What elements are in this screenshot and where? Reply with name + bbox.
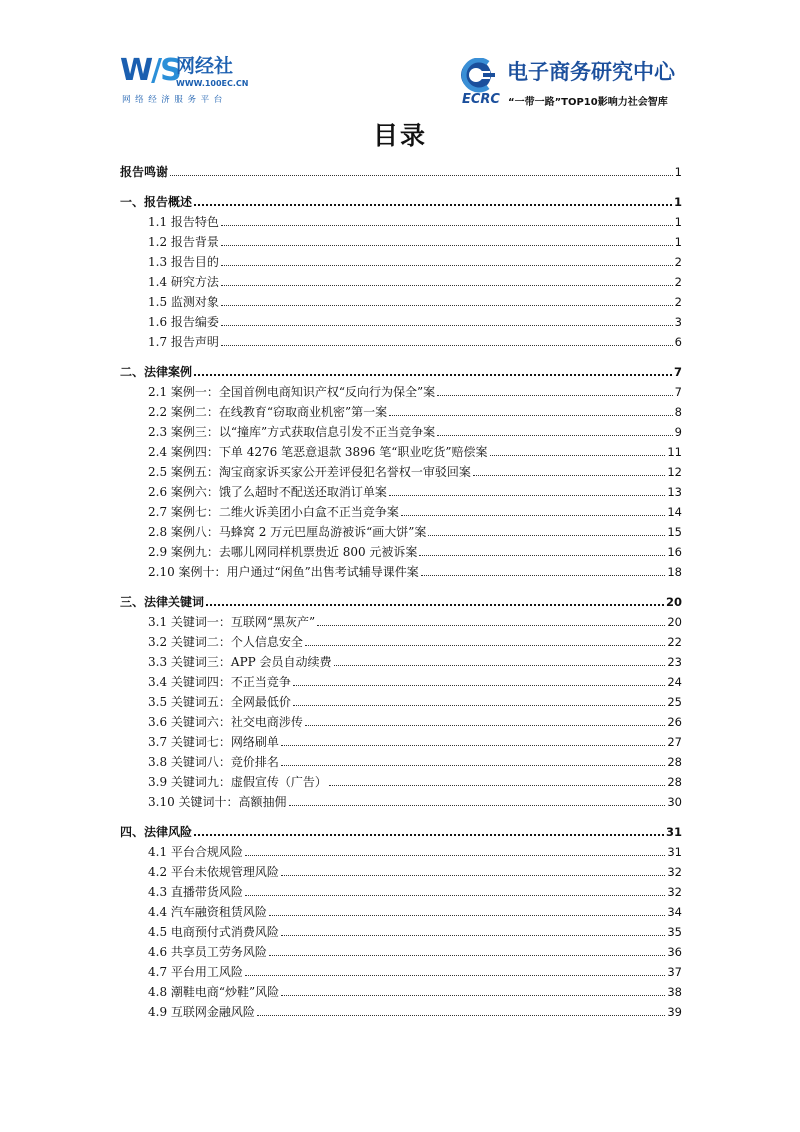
toc-dot-leader xyxy=(221,344,673,346)
toc-entry-page-number: 39 xyxy=(667,1005,682,1019)
toc-dot-leader xyxy=(293,704,665,706)
toc-entry-page-number: 38 xyxy=(667,985,682,999)
toc-section-entry[interactable] xyxy=(120,290,682,310)
toc-section-entry[interactable] xyxy=(120,770,682,790)
toc-entry-page-number: 34 xyxy=(667,905,682,919)
toc-entry-page-number: 3 xyxy=(674,315,682,329)
toc-dot-leader xyxy=(281,994,665,996)
toc-entry-page-number: 2 xyxy=(674,255,682,269)
toc-dot-leader xyxy=(245,854,665,856)
toc-section-entry[interactable] xyxy=(120,480,682,500)
ws-logo-name: 网经社 xyxy=(176,55,234,77)
toc-entry-label: 4.8 潮鞋电商“炒鞋”风险 xyxy=(148,985,280,999)
toc-dot-leader xyxy=(293,684,665,686)
toc-dot-leader xyxy=(281,744,665,746)
toc-entry-page-number: 23 xyxy=(667,655,682,669)
ws-logo-mark: W/S xyxy=(120,53,180,88)
toc-entry-label: 2.7 案例七：二维火诉美团小白盒不正当竞争案 xyxy=(148,505,399,519)
toc-entry-page-number: 20 xyxy=(665,595,682,609)
toc-dot-leader xyxy=(490,454,666,456)
toc-dot-leader xyxy=(281,874,665,876)
toc-section-entry[interactable] xyxy=(120,900,682,920)
toc-entry-label: 3.8 关键词八：竞价排名 xyxy=(148,755,279,769)
toc-entry-label: 三、法律关键词 xyxy=(120,595,205,609)
toc-entry-label: 2.10 案例十：用户通过“闲鱼”出售考试辅导课件案 xyxy=(148,565,419,579)
toc-section-entry[interactable] xyxy=(120,860,682,880)
toc-dot-leader xyxy=(194,373,672,376)
toc-section-entry[interactable] xyxy=(120,610,682,630)
toc-dot-leader xyxy=(194,203,672,206)
toc-dot-leader xyxy=(221,224,673,226)
toc-section-entry[interactable] xyxy=(120,540,682,560)
toc-section-entry[interactable] xyxy=(120,500,682,520)
toc-entry-label: 2.3 案例三：以“撞库”方式获取信息引发不正当竞争案 xyxy=(148,425,436,439)
toc-section-entry[interactable] xyxy=(120,710,682,730)
toc-entry-page-number: 14 xyxy=(667,505,682,519)
toc-section-entry[interactable] xyxy=(120,210,682,230)
toc-section-entry[interactable] xyxy=(120,250,682,270)
toc-dot-leader xyxy=(221,244,673,246)
toc-dot-leader xyxy=(428,534,665,536)
page-title: 目录 xyxy=(372,121,427,150)
toc-chapter-entry[interactable] xyxy=(120,590,682,610)
toc-entry-label: 3.7 关键词七：网络刷单 xyxy=(148,735,279,749)
toc-dot-leader xyxy=(317,624,665,626)
toc-dot-leader xyxy=(245,894,665,896)
toc-entry-page-number: 31 xyxy=(667,845,682,859)
toc-section-entry[interactable] xyxy=(120,560,682,580)
toc-entry-page-number: 25 xyxy=(667,695,682,709)
toc-section-entry[interactable] xyxy=(120,980,682,1000)
toc-dot-leader xyxy=(221,264,673,266)
toc-entry-page-number: 37 xyxy=(667,965,682,979)
toc-chapter-entry[interactable] xyxy=(120,820,682,840)
ecrc-logo-tagline: “一带一路”TOP10影响力社会智库 xyxy=(508,97,668,108)
toc-entry-label: 2.8 案例八：马蜂窝 2 万元巴厘岛游被诉“画大饼”案 xyxy=(148,525,427,539)
toc-section-entry[interactable] xyxy=(120,520,682,540)
toc-entry-label: 3.10 关键词十：高额抽佣 xyxy=(148,795,287,809)
toc-entry-label: 3.2 关键词二：个人信息安全 xyxy=(148,635,303,649)
toc-entry-page-number: 11 xyxy=(667,445,682,459)
toc-entry-page-number: 2 xyxy=(674,275,682,289)
toc-entry-page-number: 7 xyxy=(673,365,682,379)
toc-dot-leader xyxy=(305,724,665,726)
toc-section-entry[interactable] xyxy=(120,790,682,810)
toc-section-entry[interactable] xyxy=(120,650,682,670)
toc-entry-page-number: 31 xyxy=(665,825,682,839)
toc-entry-page-number: 1 xyxy=(674,165,682,179)
toc-entry-page-number: 9 xyxy=(674,425,682,439)
toc-section-entry[interactable] xyxy=(120,730,682,750)
toc-dot-leader xyxy=(389,494,665,496)
toc-dot-leader xyxy=(421,574,666,576)
toc-entry-page-number: 36 xyxy=(667,945,682,959)
ecrc-logo xyxy=(460,58,710,110)
toc-section-entry[interactable] xyxy=(120,460,682,480)
toc-entry-label: 4.3 直播带货风险 xyxy=(148,885,243,899)
toc-entry-label: 3.4 关键词四：不正当竞争 xyxy=(148,675,291,689)
toc-dot-leader xyxy=(289,804,666,806)
toc-entry-page-number: 16 xyxy=(667,545,682,559)
toc-section-entry[interactable] xyxy=(120,880,682,900)
toc-entry-page-number: 6 xyxy=(674,335,682,349)
toc-dot-leader xyxy=(473,474,665,476)
toc-section-entry[interactable] xyxy=(120,940,682,960)
toc-entry-label: 2.2 案例二：在线教育“窃取商业机密”第一案 xyxy=(148,405,388,419)
toc-chapter-entry[interactable] xyxy=(120,190,682,210)
toc-entry-page-number: 30 xyxy=(667,795,682,809)
toc-dot-leader xyxy=(206,603,664,606)
toc-dot-leader xyxy=(221,284,673,286)
toc-entry-page-number: 8 xyxy=(674,405,682,419)
toc-dot-leader xyxy=(245,974,665,976)
toc-entry-page-number: 7 xyxy=(674,385,682,399)
toc-section-entry[interactable] xyxy=(120,1000,682,1020)
toc-section-entry[interactable] xyxy=(120,960,682,980)
toc-section-entry[interactable] xyxy=(120,840,682,860)
toc-entry-label: 3.9 关键词九：虚假宣传（广告） xyxy=(148,775,327,789)
toc-entry-label: 1.7 报告声明 xyxy=(148,335,219,349)
toc-section-entry[interactable] xyxy=(120,420,682,440)
toc-entry-page-number: 32 xyxy=(667,865,682,879)
toc-dot-leader xyxy=(194,833,664,836)
toc-section-entry[interactable] xyxy=(120,230,682,250)
toc-entry-label: 2.1 案例一：全国首例电商知识产权“反向行为保全”案 xyxy=(148,385,436,399)
toc-chapter-entry[interactable] xyxy=(120,360,682,380)
toc-section-entry[interactable] xyxy=(120,750,682,770)
ws-logo-tagline: 网络经济服务平台 xyxy=(122,95,227,105)
toc-entry-label: 4.6 共享员工劳务风险 xyxy=(148,945,267,959)
toc-section-entry[interactable] xyxy=(120,400,682,420)
toc-dot-leader xyxy=(334,664,666,666)
ecrc-logo-acronym: ECRC xyxy=(462,92,500,107)
toc-entry-label: 4.4 汽车融资租赁风险 xyxy=(148,905,267,919)
toc-entry-label: 四、法律风险 xyxy=(120,825,193,839)
ws-logo-url: WWW.100EC.CN xyxy=(176,79,249,88)
toc-entry-label: 2.9 案例九：去哪儿网同样机票贵近 800 元被诉案 xyxy=(148,545,418,559)
toc-dot-leader xyxy=(437,434,673,436)
toc-dot-leader xyxy=(329,784,665,786)
toc-entry-label: 1.6 报告编委 xyxy=(148,315,219,329)
toc-entry-page-number: 32 xyxy=(667,885,682,899)
toc-entry-label: 3.3 关键词三：APP 会员自动续费 xyxy=(148,655,332,669)
toc-entry-label: 4.2 平台未依规管理风险 xyxy=(148,865,279,879)
toc-entry-page-number: 12 xyxy=(667,465,682,479)
toc-dot-leader xyxy=(221,304,673,306)
toc-entry-page-number: 22 xyxy=(667,635,682,649)
toc-entry-page-number: 27 xyxy=(667,735,682,749)
toc-dot-leader xyxy=(170,174,673,176)
toc-entry-label: 报告鸣谢 xyxy=(120,165,169,179)
toc-entry-label: 2.5 案例五：淘宝商家诉买家公开差评侵犯名誉权一审驳回案 xyxy=(148,465,471,479)
toc-entry-label: 4.7 平台用工风险 xyxy=(148,965,243,979)
toc-entry-label: 1.3 报告目的 xyxy=(148,255,219,269)
toc-dot-leader xyxy=(437,394,673,396)
toc-entry-label: 2.4 案例四：下单 4276 笔恶意退款 3896 笔“职业吃货”赔偿案 xyxy=(148,445,488,459)
toc-section-entry[interactable] xyxy=(120,440,682,460)
ecrc-logo-name: 电子商务研究中心 xyxy=(507,60,675,84)
toc-entry-label: 1.2 报告背景 xyxy=(148,235,219,249)
toc-section-entry[interactable] xyxy=(120,270,682,290)
toc-entry-page-number: 20 xyxy=(667,615,682,629)
toc-entry-label: 1.5 监测对象 xyxy=(148,295,219,309)
toc-entry-page-number: 2 xyxy=(674,295,682,309)
toc-dot-leader xyxy=(281,764,665,766)
toc-entry-page-number: 15 xyxy=(667,525,682,539)
toc-section-entry[interactable] xyxy=(120,630,682,650)
toc-entry-page-number: 26 xyxy=(667,715,682,729)
toc-dot-leader xyxy=(401,514,665,516)
toc-section-entry[interactable] xyxy=(120,920,682,940)
toc-entry-label: 4.1 平台合规风险 xyxy=(148,845,243,859)
toc-entry-label: 二、法律案例 xyxy=(120,365,193,379)
toc-section-entry[interactable] xyxy=(120,690,682,710)
toc-entry-label: 3.6 关键词六：社交电商涉传 xyxy=(148,715,303,729)
toc-dot-leader xyxy=(281,934,665,936)
toc-dot-leader xyxy=(257,1014,665,1016)
toc-section-entry[interactable] xyxy=(120,670,682,690)
toc-dot-leader xyxy=(269,954,665,956)
toc-ack-entry[interactable] xyxy=(120,160,682,180)
toc-dot-leader xyxy=(389,414,673,416)
toc-dot-leader xyxy=(305,644,665,646)
toc-dot-leader xyxy=(221,324,673,326)
toc-entry-label: 一、报告概述 xyxy=(120,195,193,209)
toc-entry-page-number: 1 xyxy=(674,235,682,249)
toc-dot-leader xyxy=(269,914,665,916)
toc-entry-label: 1.1 报告特色 xyxy=(148,215,219,229)
toc-entry-label: 3.1 关键词一：互联网“黑灰产” xyxy=(148,615,316,629)
toc-entry-page-number: 24 xyxy=(667,675,682,689)
toc-entry-page-number: 28 xyxy=(667,775,682,789)
toc-entry-page-number: 28 xyxy=(667,755,682,769)
toc-entry-page-number: 18 xyxy=(667,565,682,579)
toc-entry-label: 4.9 互联网金融风险 xyxy=(148,1005,255,1019)
toc-entry-label: 1.4 研究方法 xyxy=(148,275,219,289)
toc-entry-label: 2.6 案例六：饿了么超时不配送还取消订单案 xyxy=(148,485,387,499)
toc-section-entry[interactable] xyxy=(120,330,682,350)
toc-entry-label: 4.5 电商预付式消费风险 xyxy=(148,925,279,939)
toc-dot-leader xyxy=(419,554,665,556)
toc-entry-page-number: 35 xyxy=(667,925,682,939)
toc-section-entry[interactable] xyxy=(120,310,682,330)
wangjingshe-logo xyxy=(120,54,260,110)
ec-logo-icon xyxy=(460,58,504,94)
toc-entry-page-number: 13 xyxy=(667,485,682,499)
toc-entry-page-number: 1 xyxy=(674,215,682,229)
toc-section-entry[interactable] xyxy=(120,380,682,400)
toc-entry-page-number: 1 xyxy=(673,195,682,209)
toc-entry-label: 3.5 关键词五：全网最低价 xyxy=(148,695,291,709)
